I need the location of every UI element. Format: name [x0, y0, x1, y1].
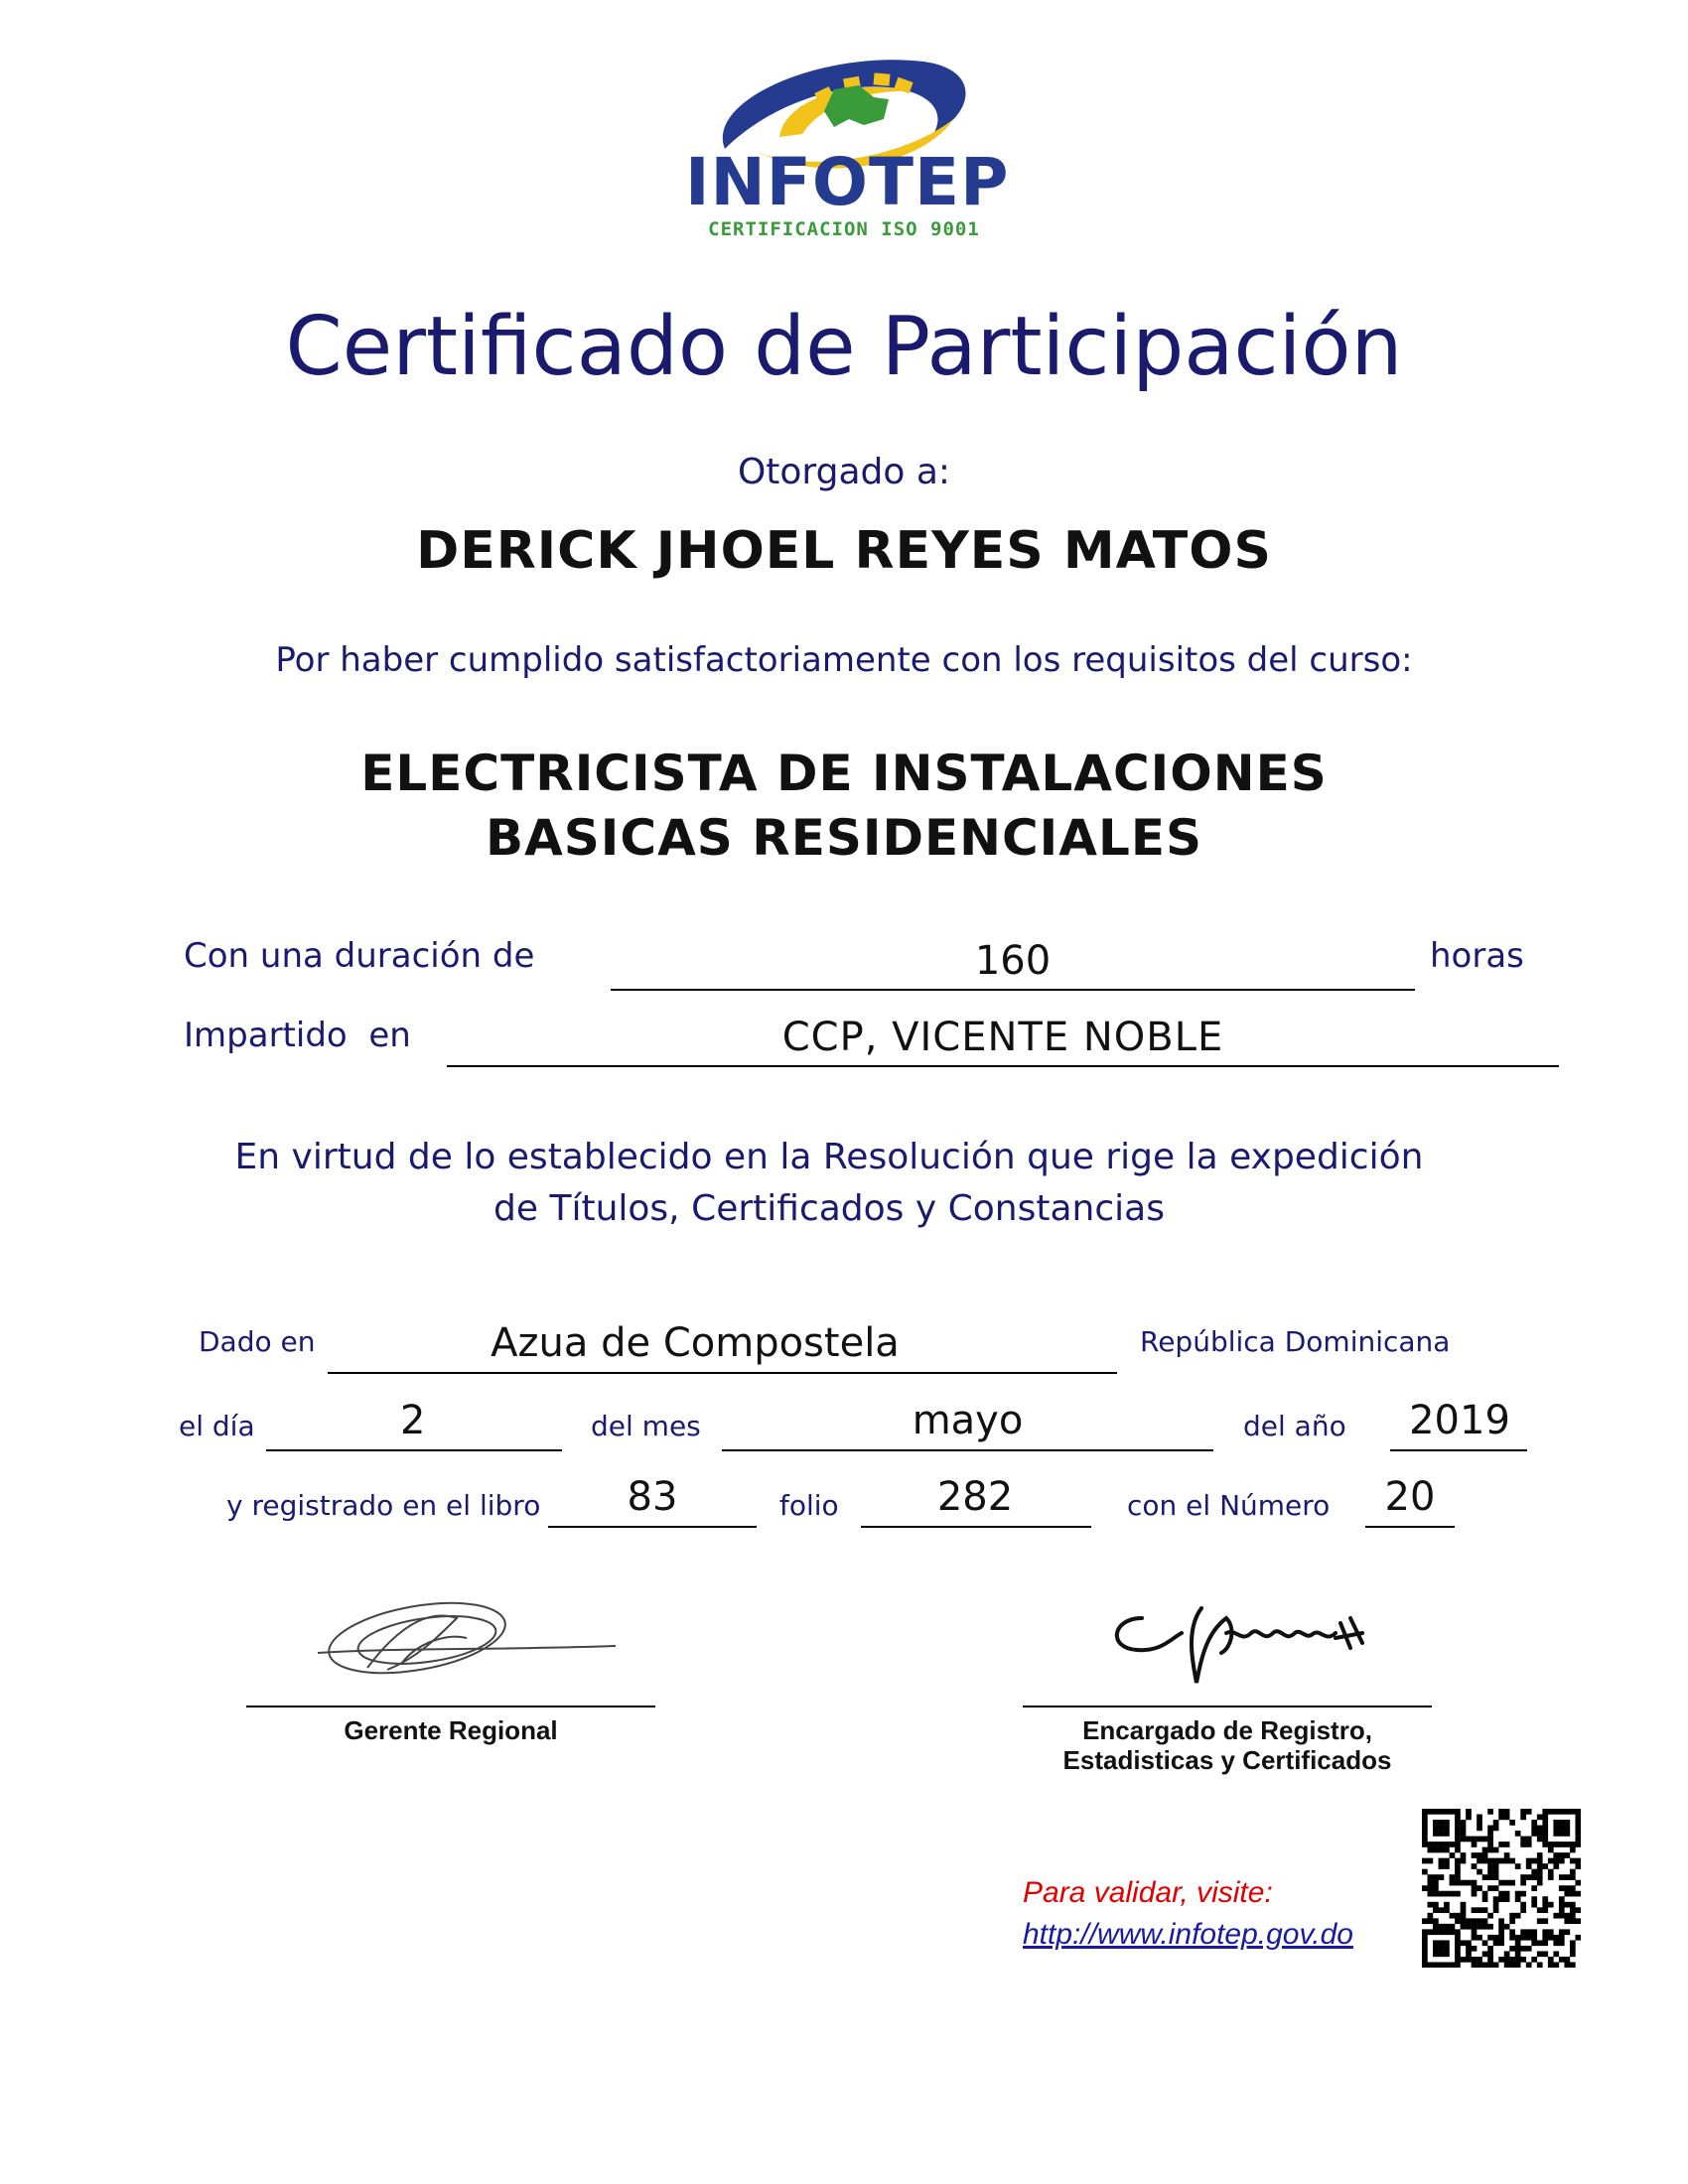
- month-label: del mes: [591, 1410, 701, 1442]
- left-signature-line: [246, 1706, 655, 1707]
- recipient-name: DERICK JHOEL REYES MATOS: [416, 521, 1272, 581]
- book-label: y registrado en el libro: [226, 1489, 541, 1522]
- right-signature-line: [1023, 1706, 1432, 1707]
- resolution-line2: de Títulos, Certificados y Constancias: [493, 1188, 1165, 1229]
- folio-value: 282: [936, 1474, 1014, 1520]
- awarded-to-label: Otorgado a:: [737, 452, 951, 492]
- qr-code-icon[interactable]: [1422, 1809, 1581, 1968]
- year-label: del año: [1243, 1410, 1346, 1442]
- logo-subtext: CERTIFICACION ISO 9001: [708, 218, 980, 240]
- month-value: mayo: [912, 1398, 1024, 1443]
- regional-manager-title: Gerente Regional: [344, 1715, 558, 1745]
- registrar-signature-icon: [1102, 1588, 1400, 1698]
- validation-text: Para validar, visite:: [1023, 1876, 1273, 1909]
- registrar-title-line2: Estadisticas y Certificados: [1062, 1745, 1392, 1775]
- number-underline: [1365, 1526, 1455, 1528]
- taught-in-underline: [447, 1065, 1559, 1067]
- certificate-title: Certificado de Participación: [285, 300, 1403, 394]
- duration-value: 160: [974, 938, 1052, 984]
- duration-underline: [611, 989, 1415, 991]
- month-underline: [722, 1449, 1213, 1451]
- requirements-text: Por haber cumplido satisfactoriamente con los requisitos del curso:: [275, 640, 1413, 680]
- book-value: 83: [627, 1474, 678, 1520]
- number-value: 20: [1384, 1474, 1436, 1520]
- day-label: el día: [179, 1410, 255, 1442]
- registrar-title-line1: Encargado de Registro,: [1082, 1715, 1372, 1745]
- validation-link[interactable]: http://www.infotep.gov.do: [1023, 1918, 1353, 1951]
- country-label: República Dominicana: [1140, 1325, 1451, 1358]
- day-value: 2: [400, 1398, 426, 1443]
- duration-label: Con una duración de: [184, 936, 535, 976]
- regional-manager-signature-icon: [308, 1588, 626, 1688]
- folio-underline: [861, 1526, 1091, 1528]
- book-underline: [548, 1526, 757, 1528]
- year-underline: [1390, 1449, 1527, 1451]
- course-name-line2: BASICAS RESIDENCIALES: [485, 809, 1203, 867]
- folio-label: folio: [779, 1489, 839, 1522]
- given-in-underline: [328, 1372, 1117, 1374]
- duration-unit: horas: [1430, 936, 1524, 976]
- infotep-logo: [685, 40, 1010, 248]
- logo-text: INFOTEP: [685, 144, 1010, 220]
- year-value: 2019: [1409, 1398, 1510, 1443]
- given-in-label: Dado en: [199, 1325, 316, 1358]
- resolution-line1: En virtud de lo establecido en la Resolución que rige la expedición: [234, 1137, 1424, 1177]
- course-name-line1: ELECTRICISTA DE INSTALACIONES: [360, 745, 1328, 802]
- given-in-value: Azua de Compostela: [491, 1320, 900, 1366]
- day-underline: [266, 1449, 562, 1451]
- taught-in-label: Impartido en: [184, 1016, 411, 1055]
- taught-in-value: CCP, VICENTE NOBLE: [781, 1015, 1224, 1060]
- number-label: con el Número: [1127, 1489, 1331, 1522]
